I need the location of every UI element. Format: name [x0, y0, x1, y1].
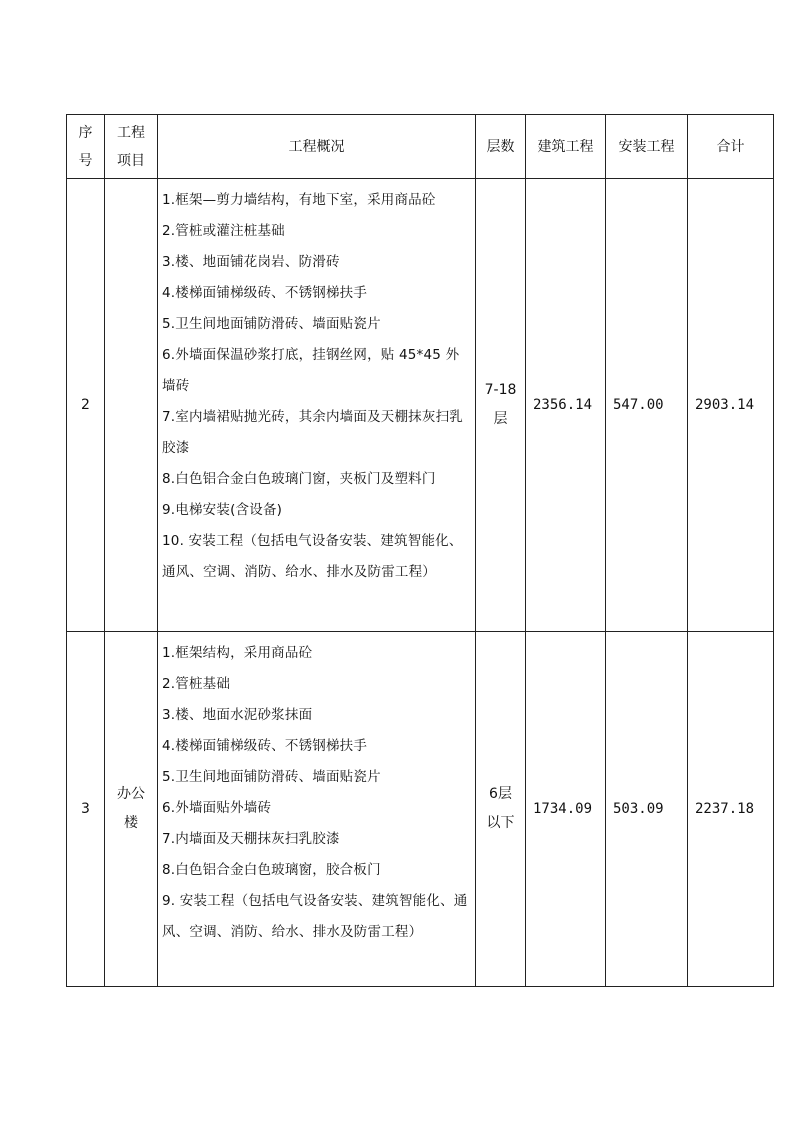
row-total-cost: 2237.18: [688, 632, 774, 987]
project-cost-table: [66, 114, 774, 987]
row-project: [105, 179, 158, 632]
table-row: [67, 179, 774, 632]
header-project-line-1: 工程: [117, 124, 145, 141]
row-project: [105, 632, 158, 987]
overview-item: 4.楼梯面铺梯级砖、不锈钢梯扶手: [162, 285, 368, 301]
header-seq: [67, 115, 105, 179]
overview-item: 6.外墙面保温砂浆打底，挂钢丝网，贴 45*45 外墙砖: [162, 347, 460, 394]
row-floors-line-2: 以下: [486, 815, 515, 831]
overview-item: 9.电梯安装(含设备): [162, 502, 283, 518]
row-floors-line-1: 6层: [489, 786, 512, 802]
overview-item: 7.室内墙裙贴抛光砖，其余内墙面及天棚抹灰扫乳胶漆: [162, 409, 463, 456]
table-row: [67, 632, 774, 987]
overview-item: 8.白色铝合金白色玻璃门窗，夹板门及塑料门: [162, 471, 436, 487]
header-total: 合计: [688, 115, 774, 179]
header-building: 建筑工程: [526, 115, 606, 179]
row-total-cost: 2903.14: [688, 179, 774, 632]
row-install-cost: 503.09: [606, 632, 688, 987]
header-overview: 工程概况: [158, 115, 476, 179]
overview-item: 7.内墙面及天棚抹灰扫乳胶漆: [162, 831, 340, 847]
overview-item: 5.卫生间地面铺防滑砖、墙面贴瓷片: [162, 316, 381, 332]
overview-item: 3.楼、地面铺花岗岩、防滑砖: [162, 254, 340, 270]
overview-item: 6.外墙面贴外墙砖: [162, 800, 272, 816]
row-project-line-2: 楼: [124, 815, 138, 831]
row-floors-line-2: 层: [493, 411, 508, 427]
header-project: [105, 115, 158, 179]
row-floors: [476, 632, 526, 987]
overview-item: 4.楼梯面铺梯级砖、不锈钢梯扶手: [162, 738, 368, 754]
row-project-line-1: 办公: [117, 786, 145, 802]
row-overview: [158, 179, 476, 632]
overview-item: 9. 安装工程（包括电气设备安装、建筑智能化、通风、空调、消防、给水、排水及防雷工程）: [162, 893, 468, 940]
overview-item: 1.框架—剪力墙结构，有地下室，采用商品砼: [162, 192, 436, 208]
overview-item: 3.楼、地面水泥砂浆抹面: [162, 707, 313, 723]
row-floors-line-1: 7-18: [484, 382, 517, 398]
row-building-cost: 1734.09: [526, 632, 606, 987]
row-floors: [476, 179, 526, 632]
row-install-cost: 547.00: [606, 179, 688, 632]
overview-item: 2.管桩或灌注桩基础: [162, 223, 285, 239]
header-row: [67, 115, 774, 179]
overview-item: 8.白色铝合金白色玻璃窗，胶合板门: [162, 862, 381, 878]
row-seq: 2: [67, 179, 105, 632]
header-seq-line-2: 号: [78, 152, 93, 169]
header-seq-line-1: 序: [78, 124, 93, 141]
row-building-cost: 2356.14: [526, 179, 606, 632]
row-overview: [158, 632, 476, 987]
overview-item: 2.管桩基础: [162, 676, 231, 692]
header-install: 安装工程: [606, 115, 688, 179]
header-floors: 层数: [476, 115, 526, 179]
row-seq: 3: [67, 632, 105, 987]
overview-item: 5.卫生间地面铺防滑砖、墙面贴瓷片: [162, 769, 381, 785]
header-project-line-2: 项目: [117, 152, 145, 169]
overview-item: 1.框架结构，采用商品砼: [162, 645, 313, 661]
overview-item: 10. 安装工程（包括电气设备安装、建筑智能化、通风、空调、消防、给水、排水及防雷工程）: [162, 533, 463, 580]
